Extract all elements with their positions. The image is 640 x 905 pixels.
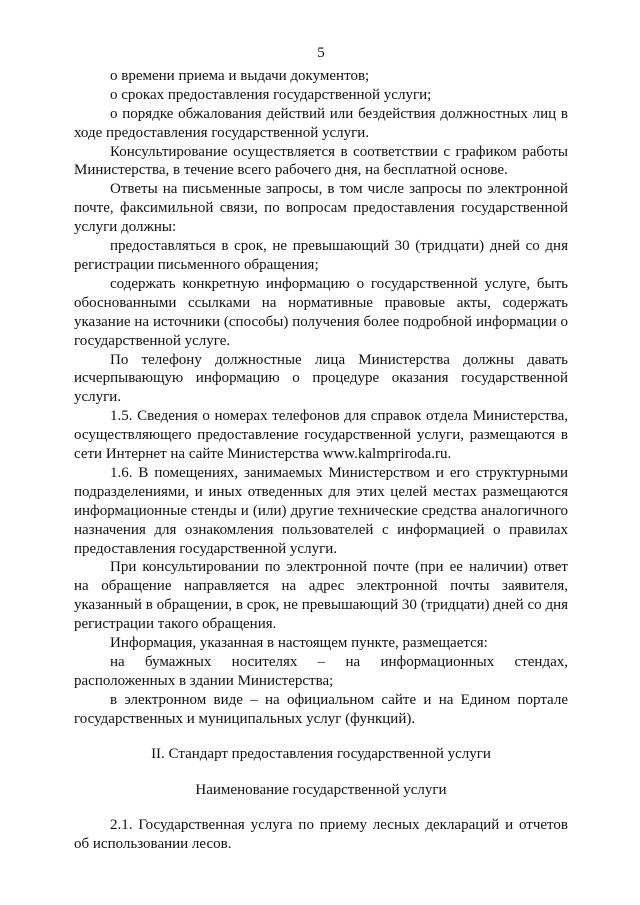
paragraph-appeal-procedure: о порядке обжалования действий или бездействия должностных лиц в ходе предоставления государственной услуги. — [74, 105, 568, 141]
paragraph-reception-times: о времени приема и выдачи документов; — [110, 67, 370, 84]
subsection-heading: Наименование государственной услуги — [195, 781, 447, 798]
paragraph-consulting-schedule: Консультирование осуществляется в соответствии с графиком работы Министерства, в течение всего рабочего дня, на бесплатной основе. — [74, 143, 568, 179]
paragraph-written-requests: Ответы на письменные запросы, в том числе запросы по электронной почте, факсимильной связи, по вопросам предоставления государственной услуги должны: — [74, 181, 568, 236]
paragraph-response-content: содержать конкретную информацию о государственной услуге, быть обоснованными ссылками на нормативные правовые акты, содержать указание на источники (способы) получения более подробной информации о государственной услуге. — [74, 275, 568, 349]
paragraph-service-terms: о сроках предоставления государственной услуги; — [110, 86, 432, 103]
paragraph-phone-info: По телефону должностные лица Министерства должны давать исчерпывающую информацию о процедуре оказания государственной услуги. — [74, 351, 568, 406]
page-number: 5 — [317, 45, 325, 61]
paragraph-info-placement: Информация, указанная в настоящем пункте, размещается: — [110, 635, 488, 652]
paragraph-paper-media: на бумажных носителях – на информационных стендах, расположенных в здании Министерства; — [74, 654, 568, 689]
paragraph-clause-2-1: 2.1. Государственная услуга по приему лесных деклараций и отчетов об использовании лесов. — [74, 817, 568, 853]
paragraph-response-deadline: предоставляться в срок, не превышающий 30 (тридцати) дней со дня регистрации письменного обращения; — [74, 238, 568, 273]
paragraph-clause-1-5: 1.5. Сведения о номерах телефонов для справок отдела Министерства, осуществляющего предоставление государственной услуги, размещаются в сети Интернет на сайте Министерства www.kalmpriroda.ru. — [74, 408, 568, 463]
section-heading: II. Стандарт предоставления государственной услуги — [151, 745, 491, 762]
paragraph-email-consulting: При консультировании по электронной почте (при ее наличии) ответ на обращение направляется на адрес электронной почты заявителя, указанный в обращении, в срок, не превышающий 30 (тридцати) дней со дня регистрации такого обращения. — [74, 559, 568, 633]
paragraph-clause-1-6: 1.6. В помещениях, занимаемых Министерством и его структурными подразделениями, и иных отведенных для этих целей местах размещаются информационные стенды и (или) другие технические средства аналогичного назначения для ознакомления пользователей с информацией о правилах предоставления государственной услуги. — [74, 464, 568, 557]
paragraph-electronic-form: в электронном виде – на официальном сайте и на Едином портале государственных и муниципальных услуг (функций). — [74, 691, 568, 727]
